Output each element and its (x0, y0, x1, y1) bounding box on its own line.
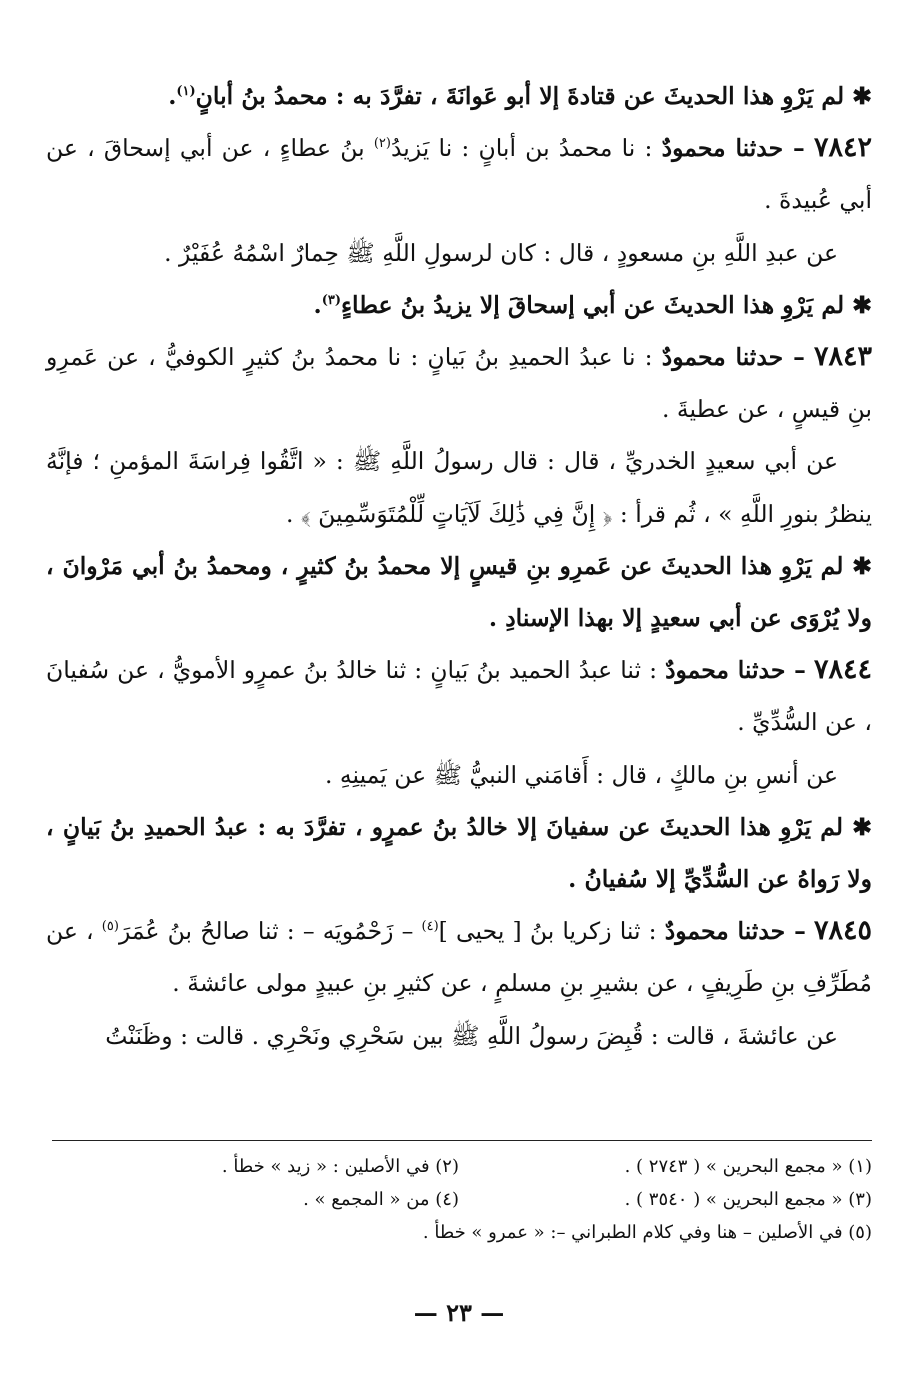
footnote-item: (٣) « مجمع البحرين » ( ٣٥٤٠ ) . (624, 1189, 872, 1210)
matn-text: عن عبدِ اللَّهِ بنِ مسعودٍ ، قال : كان لرسولِ اللَّهِ ﷺ حِمارٌ اسْمُهُ عُفَيْرٌ . (164, 238, 838, 267)
hadith-entry (46, 122, 872, 226)
matn-text: عن أنسِ بنِ مالكٍ ، قال : أَقامَني النبيُّ ﷺ عن يَمينِهِ . (324, 760, 838, 789)
footnote-divider (52, 1140, 872, 1141)
hadith-number: ٧٨٤٤ (813, 654, 872, 686)
hadith-entry (46, 331, 872, 435)
footnote-ref: (٥) (101, 919, 119, 935)
narration-note (46, 540, 872, 644)
note-text: ✱ لم يَرْوِ هذا الحديثَ عن أبي إسحاقَ إلا يزيدُ بنُ عطاءٍ (340, 290, 872, 319)
hadith-entry (46, 644, 872, 748)
hadith-isnad: : ثنا زكريا بنُ [ يحيى ] (438, 917, 657, 946)
hadith-matn (46, 1010, 872, 1062)
narration-note (46, 279, 872, 331)
narration-note (46, 801, 872, 905)
hadith-matn (46, 227, 872, 279)
hadith-entry (46, 905, 872, 1009)
note-text: ✱ لم يَرْوِ هذا الحديثَ عن قتادةَ إلا أبو عَوانَةَ ، تفرَّدَ به : محمدُ بنُ أبانٍ (195, 82, 872, 110)
footnote-ref: (١) (176, 84, 196, 100)
hadith-number: ٧٨٤٣ (813, 341, 872, 373)
hadith-isnad: : نا محمدُ بن أبانٍ : نا يَزيدُ (390, 134, 653, 163)
hadith-isnad-cont: – زَحْمُويَه – : ثنا صالحُ بنُ عُمَرَ (118, 917, 414, 946)
hadith-header: – حدثنا محمودٌ (664, 917, 806, 946)
note-end: . (168, 82, 177, 110)
hadith-header: – حدثنا محمودٌ (661, 343, 805, 372)
note-text: ✱ لم يَرْوِ هذا الحديثَ عن عَمرِو بنِ قيسٍ إلا محمدُ بنُ كثيرٍ ، ومحمدُ بنُ أبي مَرْوانَ ، ولا يُرْوَى عن أبي سعيدٍ إلا بهذا الإسنادِ . (46, 551, 872, 633)
footnote-item: (٤) من « المجمع » . (303, 1189, 459, 1210)
footnote-row (46, 1216, 872, 1249)
footnote-ref: (٣) (321, 292, 341, 308)
hadith-isnad-cont: ، عن مُطَرِّفِ بنِ طَرِيفٍ ، عن بشيرِ بنِ مسلمٍ ، عن كثيرِ بنِ عبيدٍ مولى عائشةَ . (46, 917, 872, 998)
note-end: . (313, 290, 322, 319)
footnote-row (46, 1150, 872, 1183)
hadith-isnad-cont: بنُ عطاءٍ ، عن أبي إسحاقَ ، عن أبي عُبيدةَ . (46, 134, 872, 215)
footnote-row (46, 1183, 872, 1216)
hadith-number: ٧٨٤٥ (813, 915, 872, 947)
hadith-matn (46, 749, 872, 801)
matn-text: عن عائشةَ ، قالت : قُبِضَ رسولُ اللَّهِ ﷺ بين سَحْرِي ونَحْرِي . قالت : وظَنَنْتُ (105, 1021, 838, 1050)
hadith-header: – حدثنا محمودٌ (661, 134, 805, 163)
hadith-isnad: : نا عبدُ الحميدِ بنُ بَيانٍ : نا محمدُ بنُ كثيرٍ الكوفيُّ ، عن عَمرِو بنِ قيسٍ ، عن عطيةَ . (46, 343, 872, 424)
hadith-header: – حدثنا محمودٌ (665, 656, 806, 685)
note-text: ✱ لم يَرْوِ هذا الحديثَ عن سفيانَ إلا خالدُ بنُ عمرٍو ، تفرَّدَ به : عبدُ الحميدِ بنُ بَيانٍ ، ولا رَواهُ عن السُّدِّيِّ إلا سُفيانُ . (46, 812, 872, 894)
footnote-ref: (٢) (373, 136, 391, 152)
hadith-matn (46, 435, 872, 539)
page-number: — ٢٣ — (413, 1298, 505, 1327)
footnote-item: (٥) في الأصلين – هنا وفي كلام الطبراني –: « عمرو » خطأ . (422, 1222, 872, 1243)
hadith-isnad: : ثنا عبدُ الحميد بنُ بَيانٍ : ثنا خالدُ بنُ عمرٍو الأمويُّ ، عن سُفيانَ ، عن السُّدِّيِّ . (46, 656, 872, 737)
matn-text: عن أبي سعيدٍ الخدريِّ ، قال : قال رسولُ اللَّهِ ﷺ : « اتَّقُوا فِراسَةَ المؤمنِ ؛ فإنَّهُ ينظرُ بنورِ اللَّهِ » ، ثُم قرأ : ﴿ إِنَّ فِي ذَٰلِكَ لَآيَاتٍ لِّلْمُتَوَسِّمِينَ ﴾ . (46, 447, 872, 528)
main-text (46, 70, 872, 1062)
footnote-item: (٢) في الأصلين : « زيد » خطأ . (221, 1156, 459, 1177)
footnote-ref: (٤) (421, 919, 439, 935)
footnote-item: (١) « مجمع البحرين » ( ٢٧٤٣ ) . (624, 1156, 872, 1177)
narration-note (46, 70, 872, 122)
footnotes (46, 1150, 872, 1249)
hadith-number: ٧٨٤٢ (813, 132, 872, 164)
